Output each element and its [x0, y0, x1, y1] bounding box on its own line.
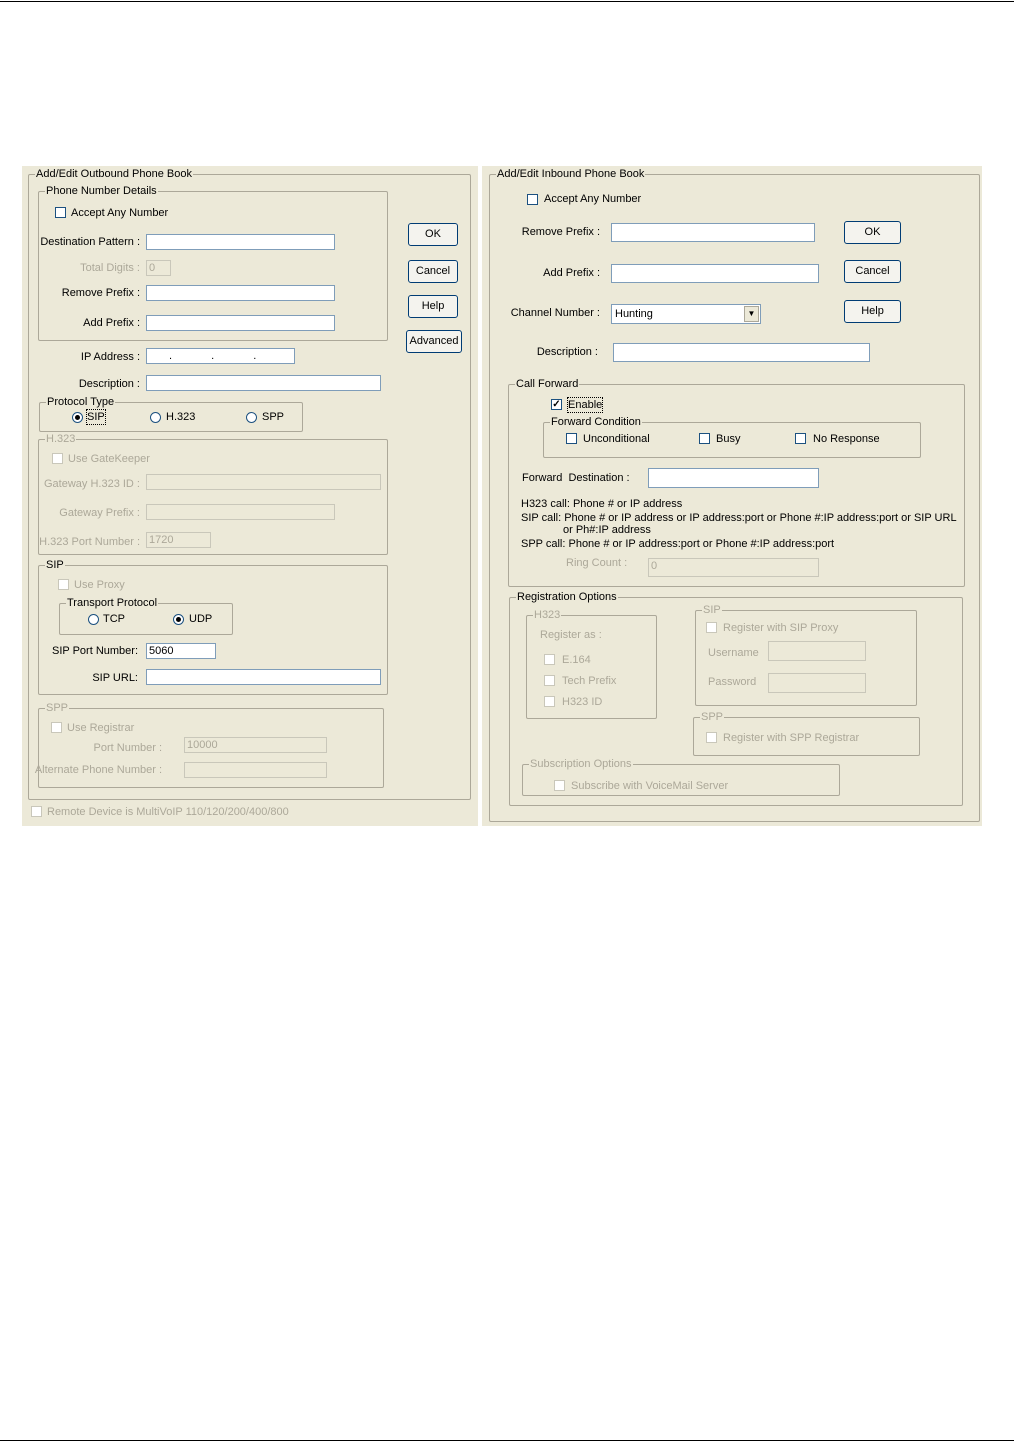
protocol-type-title: Protocol Type — [47, 396, 115, 408]
tech-prefix-label: Tech Prefix — [562, 675, 617, 687]
use-proxy-checkbox — [58, 579, 69, 590]
total-digits-input: 0 — [146, 260, 171, 276]
remote-device-label: Remote Device is MultiVoIP 110/120/200/400/800 — [47, 806, 289, 818]
subscribe-voicemail-checkbox — [554, 780, 565, 791]
username-label: Username — [708, 647, 759, 659]
spp-title: SPP — [46, 702, 69, 714]
outbound-help-button[interactable]: Help — [408, 295, 458, 318]
add-prefix-input[interactable] — [146, 315, 335, 331]
username-input — [768, 641, 866, 661]
registration-options-title: Registration Options — [517, 591, 617, 603]
subscription-options-title: Subscription Options — [530, 758, 632, 770]
inbound-dialog — [482, 166, 982, 826]
outbound-dialog — [22, 166, 478, 826]
help-line-sip: SIP call: Phone # or IP address or IP address:port or Phone #:IP address:port or SIP URL — [521, 512, 957, 524]
total-digits-label: Total Digits : — [80, 262, 140, 274]
bottom-rule — [0, 1440, 1014, 1441]
sip-url-label: SIP URL: — [92, 672, 138, 684]
unconditional-label: Unconditional — [583, 433, 650, 445]
inbound-ok-button[interactable]: OK — [844, 221, 901, 244]
ring-count-label: Ring Count : — [566, 557, 628, 569]
help-line-h323: H323 call: Phone # or IP address — [521, 498, 683, 510]
register-spp-label: Register with SPP Registrar — [723, 732, 860, 744]
inbound-accept-any-checkbox[interactable] — [527, 194, 538, 205]
use-registrar-checkbox — [51, 722, 62, 733]
channel-number-select[interactable] — [611, 304, 761, 324]
h323-port-input: 1720 — [146, 532, 211, 548]
forward-destination-label: Forward Destination : — [522, 472, 630, 484]
e164-label: E.164 — [562, 654, 591, 666]
enable-label: Enable — [568, 399, 603, 411]
tech-prefix-checkbox — [544, 675, 555, 686]
password-input — [768, 673, 866, 693]
chevron-down-icon[interactable]: ▼ — [744, 306, 759, 322]
use-registrar-label: Use Registrar — [67, 722, 135, 734]
add-prefix-label: Add Prefix : — [83, 317, 140, 329]
outbound-advanced-button[interactable]: Advanced — [406, 330, 462, 353]
e164-checkbox — [544, 654, 555, 665]
transport-tcp-radio[interactable] — [88, 614, 99, 625]
description-label: Description : — [78, 378, 140, 390]
spp-port-label: Port Number : — [93, 742, 162, 754]
gateway-prefix-input — [146, 504, 335, 520]
protocol-h323-radio[interactable] — [150, 412, 161, 423]
inbound-description-input[interactable] — [613, 343, 870, 362]
h323-port-label: H.323 Port Number : — [39, 536, 140, 548]
inbound-description-label: Description : — [536, 346, 598, 358]
phone-number-details-title: Phone Number Details — [46, 185, 157, 197]
inbound-remove-prefix-input[interactable] — [611, 223, 815, 242]
remove-prefix-input[interactable] — [146, 285, 335, 301]
sip-url-input[interactable] — [146, 669, 381, 685]
ip-address-input[interactable]: . . . — [146, 348, 295, 364]
description-input[interactable] — [146, 375, 381, 391]
register-spp-checkbox — [706, 732, 717, 743]
inbound-add-prefix-label: Add Prefix : — [543, 267, 600, 279]
no-response-label: No Response — [813, 433, 880, 445]
destination-pattern-label: Destination Pattern : — [40, 236, 140, 248]
sip-title: SIP — [46, 559, 64, 571]
gateway-h323-id-label: Gateway H.323 ID : — [44, 478, 140, 490]
inbound-accept-any-label: Accept Any Number — [544, 193, 642, 205]
destination-pattern-input[interactable] — [146, 234, 335, 250]
transport-udp-label: UDP — [189, 613, 213, 625]
inbound-title: Add/Edit Inbound Phone Book — [497, 168, 645, 180]
help-line-sip-cont: or Ph#:IP address — [563, 524, 651, 536]
ip-address-label: IP Address : — [80, 351, 140, 363]
help-line-spp: SPP call: Phone # or IP address:port or Phone #:IP address:port — [521, 538, 835, 550]
protocol-h323-label: H.323 — [166, 411, 196, 423]
transport-tcp-label: TCP — [103, 613, 125, 625]
transport-protocol-title: Transport Protocol — [67, 597, 158, 609]
unconditional-checkbox[interactable] — [566, 433, 577, 444]
ring-count-input: 0 — [648, 558, 819, 577]
inbound-help-button[interactable]: Help — [844, 300, 901, 323]
use-gatekeeper-label: Use GateKeeper — [68, 453, 150, 465]
password-label: Password — [708, 676, 757, 688]
accept-any-number-label: Accept Any Number — [71, 207, 169, 219]
sip-port-input[interactable]: 5060 — [146, 643, 216, 659]
busy-checkbox[interactable] — [699, 433, 710, 444]
reg-spp-title: SPP — [701, 711, 724, 723]
alternate-phone-input — [184, 762, 327, 778]
remove-prefix-label: Remove Prefix : — [61, 287, 140, 299]
no-response-checkbox[interactable] — [795, 433, 806, 444]
remote-device-checkbox — [31, 806, 42, 817]
inbound-cancel-button[interactable]: Cancel — [844, 260, 901, 283]
spp-port-input: 10000 — [184, 737, 327, 753]
register-sip-proxy-label: Register with SIP Proxy — [723, 622, 839, 634]
inbound-add-prefix-input[interactable] — [611, 264, 819, 283]
protocol-spp-label: SPP — [262, 411, 285, 423]
use-proxy-label: Use Proxy — [74, 579, 125, 591]
forward-destination-input[interactable] — [648, 468, 819, 488]
accept-any-number-checkbox[interactable] — [55, 207, 66, 218]
forward-condition-title: Forward Condition — [551, 416, 641, 428]
protocol-sip-label: SIP — [87, 411, 105, 423]
channel-number-value: Hunting — [615, 308, 653, 320]
register-sip-proxy-checkbox — [706, 622, 717, 633]
reg-h323-title: H323 — [534, 609, 561, 621]
h323-id-label: H323 ID — [562, 696, 603, 708]
inbound-remove-prefix-label: Remove Prefix : — [521, 226, 600, 238]
busy-label: Busy — [716, 433, 741, 445]
outbound-title: Add/Edit Outbound Phone Book — [36, 168, 192, 180]
outbound-ok-button[interactable]: OK — [408, 223, 458, 246]
protocol-sip-radio[interactable] — [72, 412, 83, 423]
h323-id-checkbox — [544, 696, 555, 707]
transport-udp-radio[interactable] — [173, 614, 184, 625]
enable-checkbox[interactable]: ✓ — [552, 399, 561, 410]
register-as-label: Register as : — [540, 629, 602, 641]
call-forward-title: Call Forward — [516, 378, 579, 390]
gateway-prefix-label: Gateway Prefix : — [59, 507, 140, 519]
top-rule — [0, 1, 1014, 2]
outbound-cancel-button[interactable]: Cancel — [408, 260, 458, 283]
h323-title: H.323 — [46, 433, 76, 445]
sip-port-label: SIP Port Number: — [52, 645, 138, 657]
protocol-spp-radio[interactable] — [246, 412, 257, 423]
reg-sip-title: SIP — [703, 604, 721, 616]
gateway-h323-id-input — [146, 474, 381, 490]
subscribe-voicemail-label: Subscribe with VoiceMail Server — [571, 780, 729, 792]
alternate-phone-label: Alternate Phone Number : — [34, 764, 162, 776]
channel-number-label: Channel Number : — [510, 307, 600, 319]
use-gatekeeper-checkbox — [52, 453, 63, 464]
